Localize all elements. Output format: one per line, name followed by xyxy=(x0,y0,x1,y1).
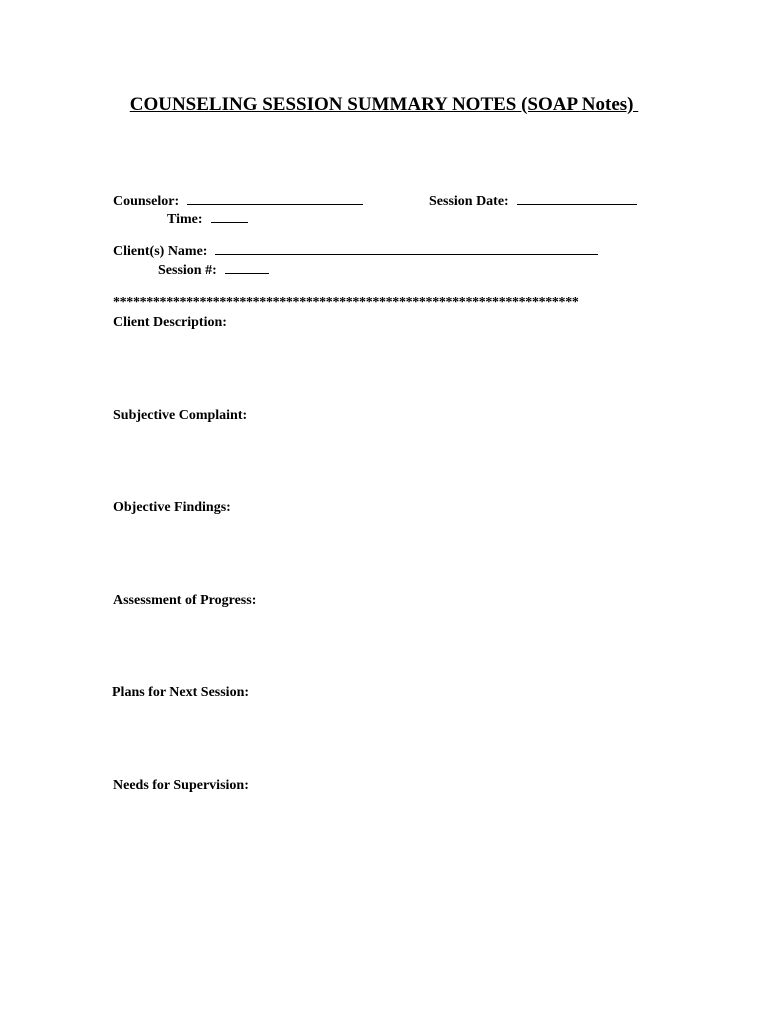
session-number-label: Session #: xyxy=(158,263,217,278)
section-needs-for-supervision: Needs for Supervision: xyxy=(113,778,249,793)
counselor-label: Counselor: xyxy=(113,194,180,209)
session-number-field xyxy=(158,261,269,280)
session-date-label: Session Date: xyxy=(429,194,509,209)
session-date-blank[interactable] xyxy=(517,192,637,205)
time-label: Time: xyxy=(167,212,203,227)
client-name-label: Client(s) Name: xyxy=(113,244,208,259)
section-subjective-complaint: Subjective Complaint: xyxy=(113,408,248,423)
session-number-blank[interactable] xyxy=(225,261,269,274)
section-plans-for-next-session: Plans for Next Session: xyxy=(112,685,250,700)
section-client-description: Client Description: xyxy=(113,315,227,330)
client-name-blank[interactable] xyxy=(215,242,598,255)
time-blank[interactable] xyxy=(211,210,248,223)
counselor-blank[interactable] xyxy=(187,192,363,205)
asterisk-separator: ********************************************************************** xyxy=(113,295,579,310)
section-objective-findings: Objective Findings: xyxy=(113,500,231,515)
client-name-field xyxy=(113,242,598,261)
counselor-field xyxy=(113,192,363,211)
document-title: COUNSELING SESSION SUMMARY NOTES (SOAP Notes) xyxy=(129,94,639,115)
section-assessment-of-progress: Assessment of Progress: xyxy=(113,593,257,608)
session-date-field xyxy=(429,192,637,211)
time-field xyxy=(167,210,248,229)
